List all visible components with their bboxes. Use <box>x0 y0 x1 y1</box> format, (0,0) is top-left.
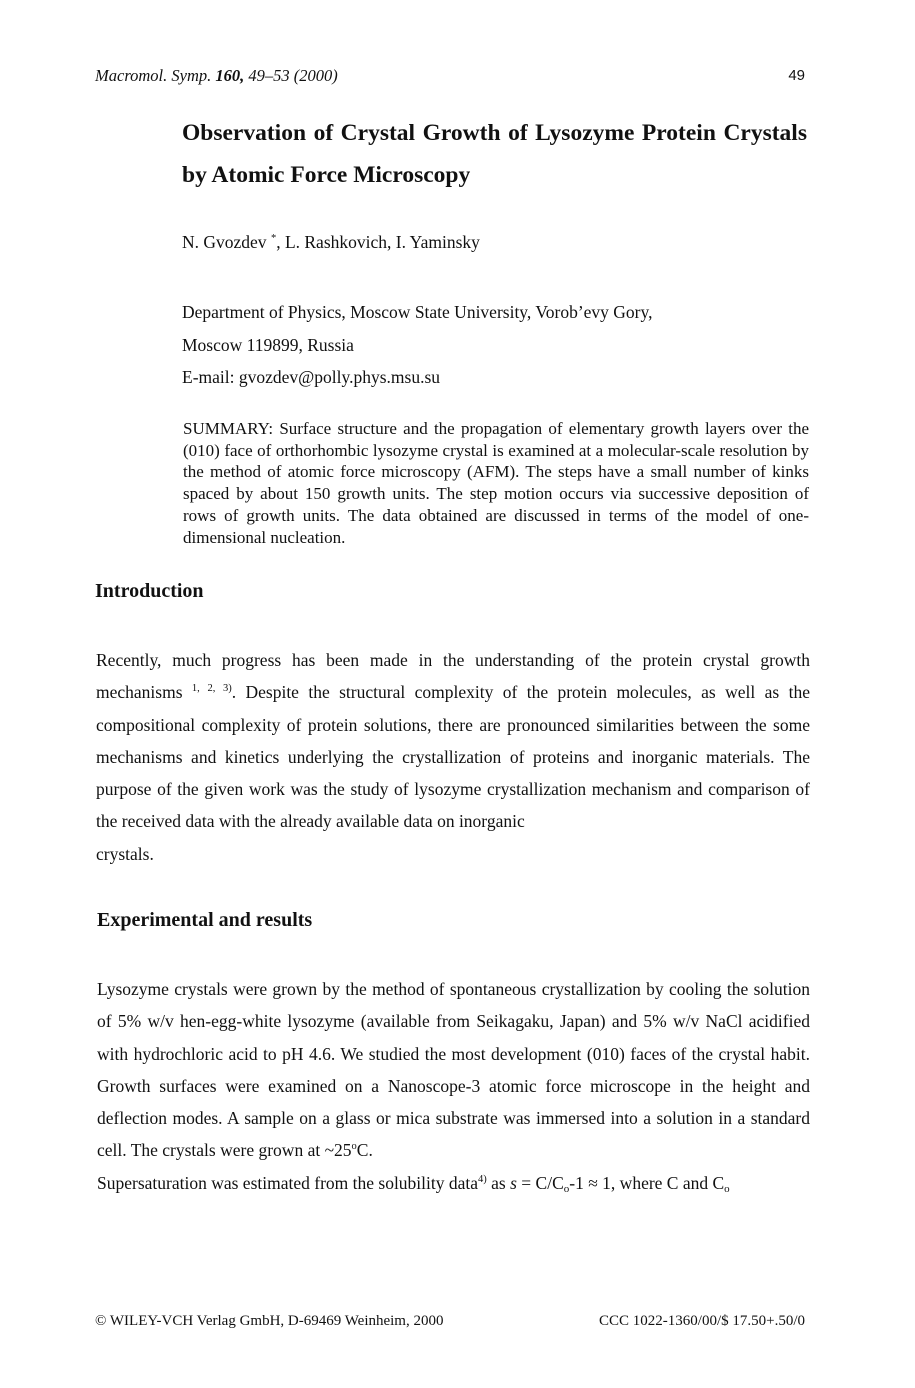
journal-citation <box>95 66 338 86</box>
email-line: E-mail: gvozdev@polly.phys.msu.su <box>182 367 441 387</box>
introduction-paragraph <box>96 644 810 870</box>
section-heading-experimental: Experimental and results <box>97 909 313 931</box>
journal-name: Macromol. Symp. <box>95 66 212 85</box>
affiliation <box>182 296 653 394</box>
reference-4: 4) <box>478 1173 487 1185</box>
degree-superscript: o <box>351 1141 357 1153</box>
other-authors: , L. Rashkovich, I. Yaminsky <box>276 232 480 252</box>
copyright-footer: © WILEY-VCH Verlag GmbH, D-69469 Weinheim, 2000 <box>95 1313 444 1329</box>
corresponding-author-mark: * <box>270 233 277 244</box>
page-number: 49 <box>788 67 805 84</box>
experimental-paragraph <box>97 973 810 1199</box>
journal-volume: 160, <box>215 66 245 85</box>
paper-title: Observation of Crystal Growth of Lysozyme Protein Crystals by Atomic Force Microscopy <box>182 120 807 188</box>
author-1: N. Gvozdev <box>182 232 267 252</box>
experimental-last-line: Supersaturation was estimated from the solubility data$^{4)}$ as $s = C/C_o-1 \approx 1$, where C and $C_o$ <box>97 1172 730 1195</box>
introduction-last-line: crystals. <box>96 843 154 864</box>
summary: SUMMARY: Surface structure and the propagation of elementary growth layers over the (010) face of orthorhombic lysozyme crystal is examined at a molecular-scale resolution by the method of atomic force microscopy (AFM). The steps have a small number of kinks spaced by about 150 growth units. The step motion occurs via successive deposition of rows of growth units. The data obtained are discussed in terms of the model of one-dimensional nucleation. <box>183 419 809 547</box>
section-heading-introduction: Introduction <box>95 580 204 602</box>
reference-1-2-3: 1, 2, 3) <box>191 683 232 695</box>
experimental-text: Lysozyme crystals were grown by the method of spontaneous crystallization by cooling the solution of 5% w/v hen-egg-white lysozyme (available from Seikagaku, Japan) and 5% w/v NaCl acidified with hydrochloric acid to pH 4.6. We studied the most development (010) faces of the crystal habit. Growth surfaces were examined on a Nanoscope-3 atomic force microscope in the height and deflection modes. A sample on a glass or mica substrate was immersed into a solution in a standard cell. The crystals were grown at ~25$^o$C. <box>97 979 810 1161</box>
journal-pages-year: 49–53 (2000) <box>248 66 338 85</box>
introduction-text: Recently, much progress has been made in the understanding of the protein crystal growth mechanisms $^{1, 2, 3)}$. Despite the structural complexity of the protein molecules, as well as the compositional complexity of protein solutions, there are pronounced similarities between the some mechanisms and kinetics underlying the crystallization of proteins and inorganic materials. The purpose of the given work was the study of lysozyme crystallization mechanism and comparison of the received data with the already available data on inorganic <box>96 650 811 832</box>
ccc-code-footer: CCC 1022-1360/00/$ 17.50+.50/0 <box>599 1313 805 1329</box>
supersaturation-symbol: s <box>510 1172 517 1193</box>
affiliation-line-1: Department of Physics, Moscow State University, Vorob’evy Gory, <box>182 302 653 322</box>
authors <box>182 232 480 253</box>
affiliation-line-2: Moscow 119899, Russia <box>182 334 354 355</box>
